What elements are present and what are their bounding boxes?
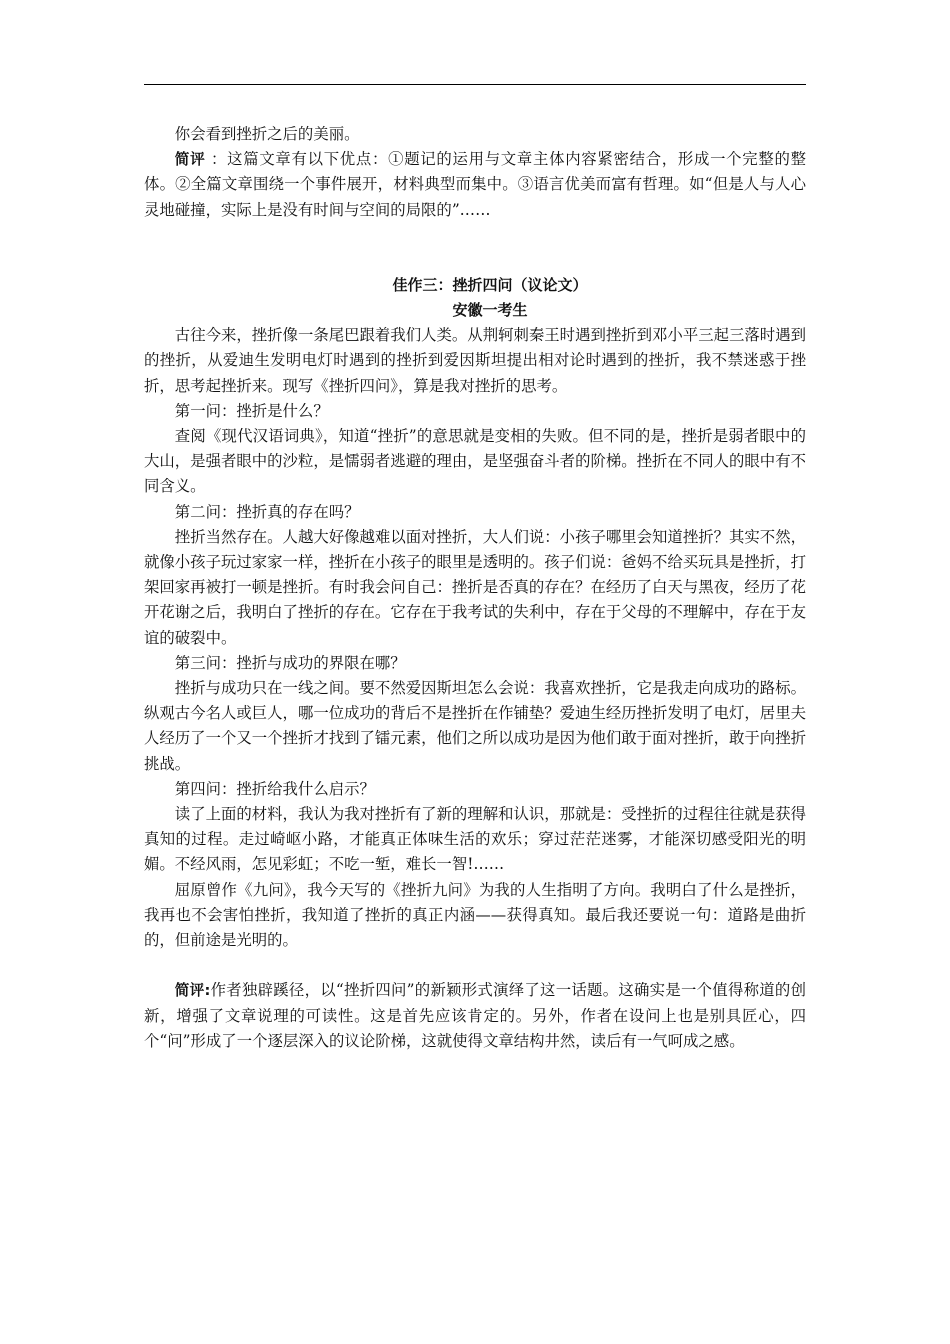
review-paragraph-1 xyxy=(144,147,806,223)
document-body xyxy=(144,122,806,1054)
essay-paragraph: 挫折与成功只在一线之间。要不然爱因斯坦怎么会说：我喜欢挫折，它是我走向成功的路标。纵观古今名人或巨人，哪一位成功的背后不是挫折在作铺垫？爱迪生经历挫折发明了电灯，居里夫人经历了一个又一个挫折才找到了镭元素，他们之所以成功是因为他们敢于面对挫折，敢于向挫折挑战。 xyxy=(144,679,806,773)
essay-question: 第四问：挫折给我什么启示？ xyxy=(174,779,375,798)
spacer xyxy=(144,248,806,273)
essay-author: 安徽一考生 xyxy=(452,301,528,320)
spacer xyxy=(144,223,806,248)
review-text: 作者独辟蹊径，以“挫折四问”的新颖形式演绎了这一话题。这确实是一个值得称道的创新，增强了文章说理的可读性。这是首先应该肯定的。另外，作者在设问上也是别具匠心，四个“问”形成了一个逐层深入的议论阶梯，这就使得文章结构井然，读后有一气呵成之感。 xyxy=(144,981,806,1050)
header-rule xyxy=(144,84,806,85)
essay-question: 第二问：挫折真的存在吗？ xyxy=(174,502,360,521)
intro-line: 你会看到挫折之后的美丽。 xyxy=(174,125,360,143)
essay-paragraph: 挫折当然存在。人越大好像越难以面对挫折，大人们说：小孩子哪里会知道挫折？其实不然，就像小孩子玩过家家一样，挫折在小孩子的眼里是透明的。孩子们说：爸妈不给买玩具是挫折，打架回家再被打一顿是挫折。有时我会问自己：挫折是否真的存在？在经历了白天与黑夜，经历了花开花谢之后，我明白了挫折的存在。它存在于我考试的失利中，存在于父母的不理解中，存在于友谊的破裂中。 xyxy=(144,527,806,647)
review-paragraph-2 xyxy=(144,978,806,1054)
essay-question: 第一问：挫折是什么？ xyxy=(174,401,329,420)
review-label: 简评 xyxy=(174,151,206,169)
essay-title: 佳作三：挫折四问（议论文） xyxy=(392,275,588,294)
essay-question: 第三问：挫折与成功的界限在哪？ xyxy=(174,653,406,672)
essay-paragraph: 古往今来，挫折像一条尾巴跟着我们人类。从荆轲刺秦王时遇到挫折到邓小平三起三落时遇到的挫折，从爱迪生发明电灯时遇到的挫折到爱因斯坦提出相对论时遇到的挫折，我不禁迷惑于挫折，思考起挫折来。现写《挫折四问》，算是我对挫折的思考。 xyxy=(144,326,806,395)
spacer xyxy=(144,953,806,978)
essay-paragraph: 屈原曾作《九问》，我今天写的《挫折九问》为我的人生指明了方向。我明白了什么是挫折，我再也不会害怕挫折，我知道了挫折的真正内涵——获得真知。最后我还要说一句：道路是曲折的，但前途是光明的。 xyxy=(144,880,806,950)
essay-paragraph: 读了上面的材料，我认为我对挫折有了新的理解和认识，那就是：受挫折的过程往往就是获得真知的过程。走过崎岖小路，才能真正体味生活的欢乐；穿过茫茫迷雾，才能深切感受阳光的明媚。不经风雨，怎见彩虹；不吃一堑，难长一智!…… xyxy=(144,805,806,874)
review-text: ：这篇文章有以下优点：①题记的运用与文章主体内容紧密结合，形成一个完整的整体。②全篇文章围绕一个事件展开，材料典型而集中。③语言优美而富有哲理。如“但是人与人心灵地碰撞，实际上是没有时间与空间的局限的”…… xyxy=(144,150,806,219)
review-label: 简评: xyxy=(174,982,211,1000)
essay-paragraph: 查阅《现代汉语词典》，知道“挫折”的意思就是变相的失败。但不同的是，挫折是弱者眼中的大山，是强者眼中的沙粒，是懦弱者逃避的理由，是坚强奋斗者的阶梯。挫折在不同人的眼中有不同含义。 xyxy=(144,427,806,496)
